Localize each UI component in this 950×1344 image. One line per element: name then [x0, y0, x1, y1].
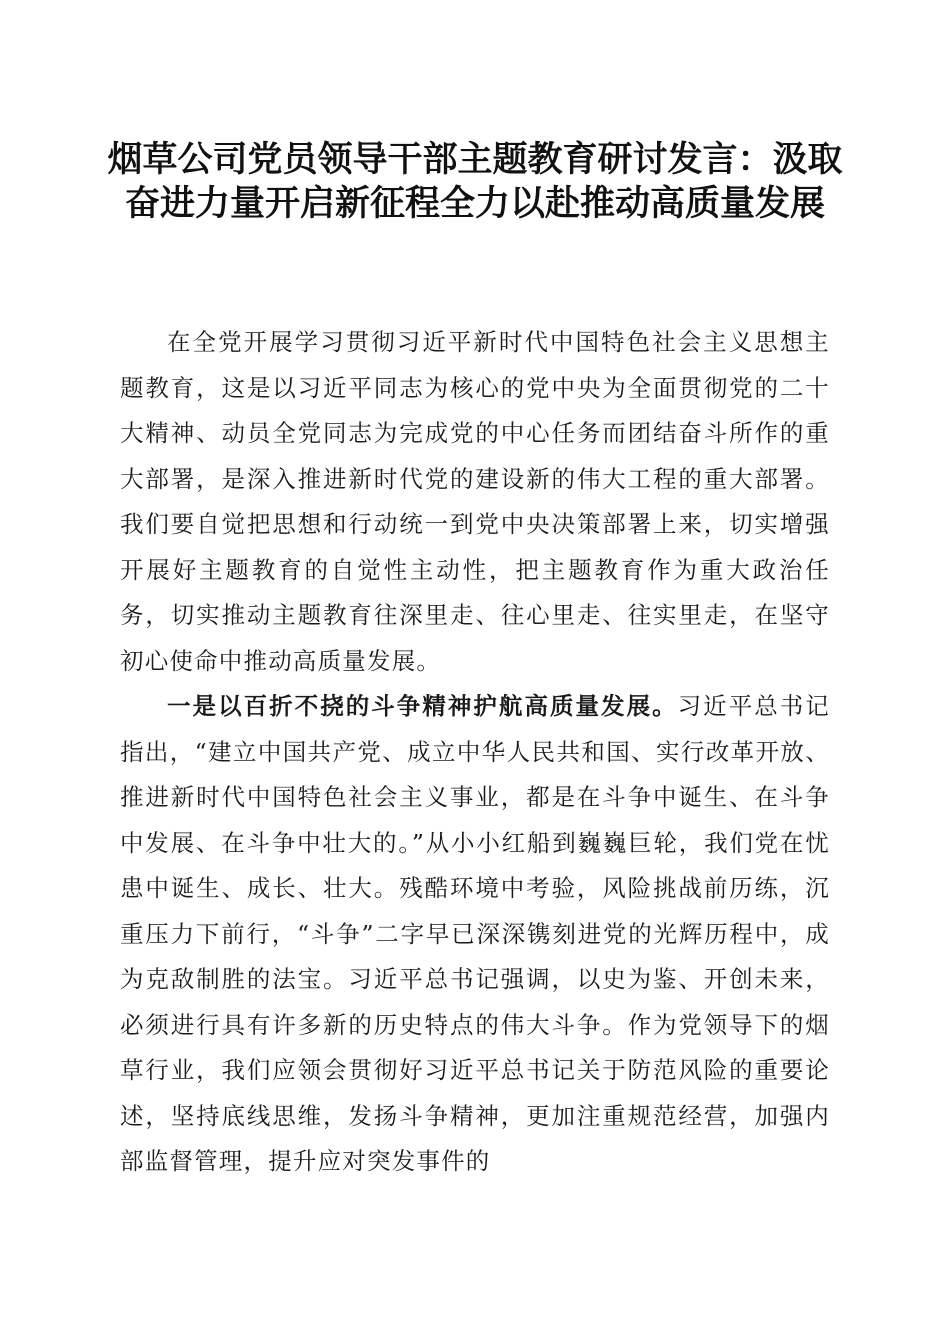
paragraph-lead-heading: 一是以百折不挠的斗争精神护航高质量发展。	[167, 692, 678, 720]
document-title: 烟草公司党员领导干部主题教育研讨发言：汲取奋进力量开启新征程全力以赴推动高质量发展	[107, 139, 843, 224]
paragraph-text: 在全党开展学习贯彻习近平新时代中国特色社会主义思想主题教育，这是以习近平同志为核心的党中央为全面贯彻党的二十大精神、动员全党同志为完成党的中心任务而团结奋斗所作的重大部署，是深入推进新时代党的建设新的伟大工程的重大部署。我们要自觉把思想和行动统一到党中央决策部署上来，切实增强开展好主题教育的自觉性主动性，把主题教育作为重大政治任务，切实推动主题教育往深里走、往心里走、往实里走，在坚守初心使命中推动高质量发展。	[120, 328, 830, 675]
paragraph-text: 习近平总书记指出，“建立中国共产党、成立中华人民共和国、实行改革开放、推进新时代中国特色社会主义事业，都是在斗争中诞生、在斗争中发展、在斗争中壮大的。”从小小红船到巍巍巨轮，我们党在忧患中诞生、成长、壮大。残酷环境中考验，风险挑战前历练，沉重压力下前行，“斗争”二字早已深深镌刻进党的光辉历程中，成为克敌制胜的法宝。习近平总书记强调，以史为鉴、开创未来，必须进行具有许多新的历史特点的伟大斗争。作为党领导下的烟草行业，我们应领会贯彻好习近平总书记关于防范风险的重要论述，坚持底线思维，发扬斗争精神，更加注重规范经营，加强内部监督管理，提升应对突发事件的	[120, 692, 831, 1175]
paragraph-point-one	[120, 684, 830, 1185]
paragraph-intro	[120, 320, 830, 684]
document-body	[120, 320, 830, 1185]
